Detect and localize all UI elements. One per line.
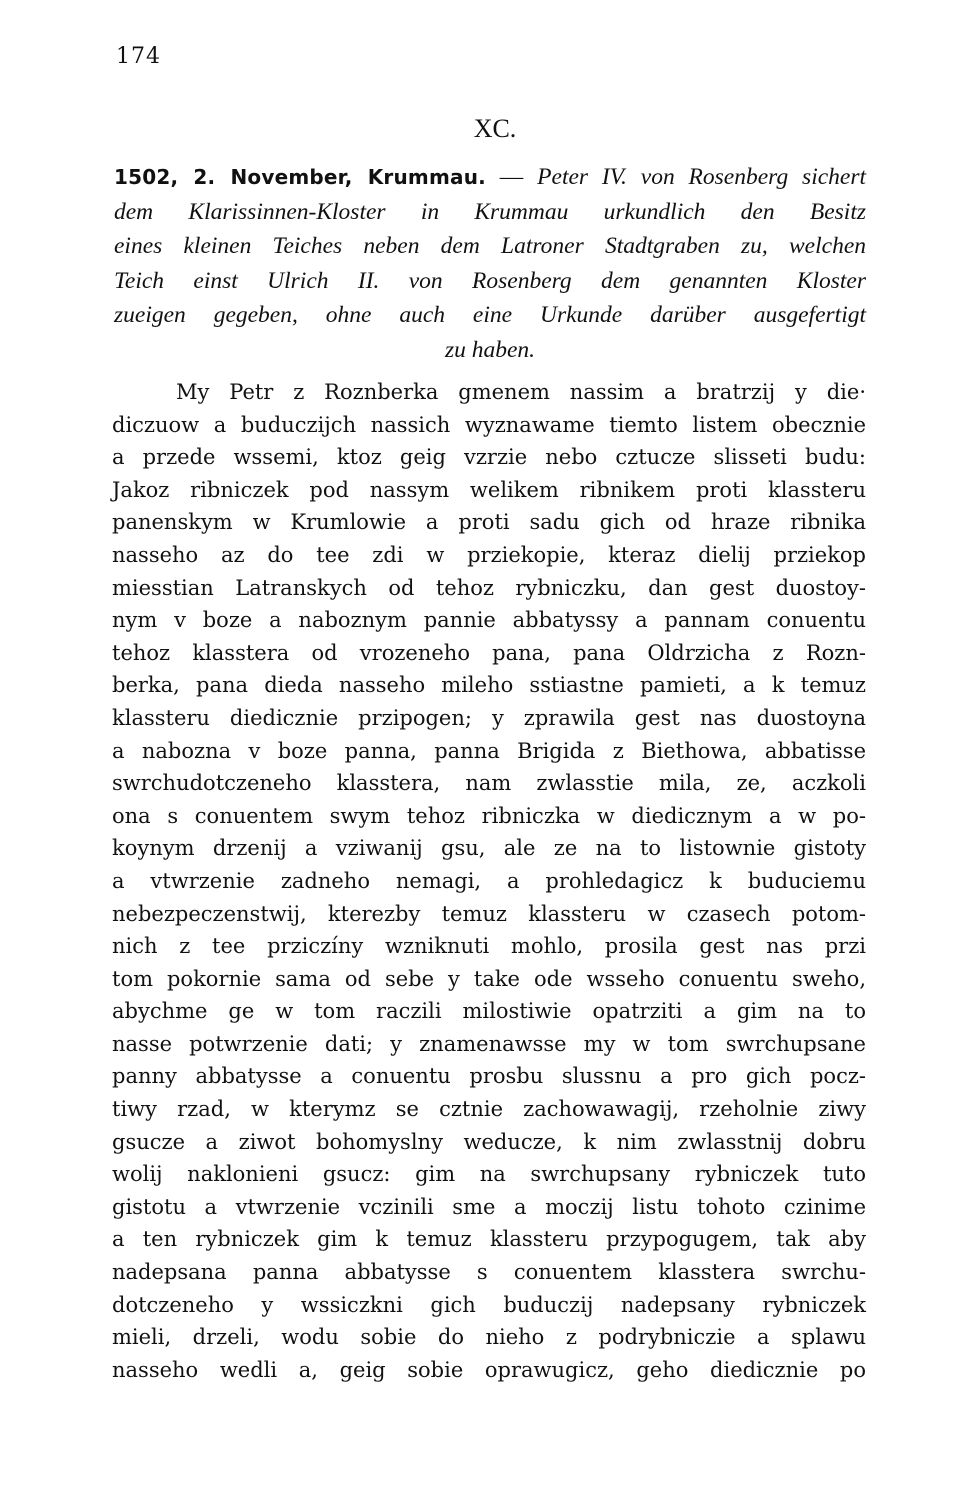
document-body	[112, 376, 866, 1386]
body-line: nasseho az do tee zdi w prziekopie, kteraz dielij prziekop	[112, 542, 866, 567]
body-line: nym v boze a naboznym pannie abbatyssy a pannam conuentu	[112, 608, 866, 633]
body-line: tom pokornie sama od sebe y take ode wsseho conuentu sweho,	[112, 966, 866, 991]
summary-line: dem Klarissinnen-Kloster in Krummau urkundlich den Besitz	[114, 198, 866, 225]
body-line: miesstian Latranskych od tehoz rybniczku, dan gest duostoy-	[112, 575, 866, 600]
body-line: gsucze a ziwot bohomyslny weducze, k nim zwlasstnij dobru	[112, 1129, 866, 1154]
document-number: XC.	[473, 114, 517, 143]
header-first-line	[114, 160, 866, 195]
summary-first: Peter IV. von Rosenberg sichert	[537, 164, 867, 190]
summary-line: zueigen gegeben, ohne auch eine Urkunde darüber ausgefertigt	[114, 302, 866, 328]
body-line: panenskym w Krumlowie a proti sadu gich od hraze ribnika	[112, 510, 866, 535]
body-line: dotczeneho y wssiczkni gich buduczij nadepsany rybniczek	[112, 1292, 866, 1317]
body-line: swrchudotczeneho klasstera, nam zwlasstie mila, ze, aczkoli	[112, 771, 866, 796]
document-header	[114, 160, 866, 367]
body-line: berka, pana dieda nasseho mileho sstiastne pamieti, a k temuz	[112, 673, 866, 698]
body-line: nadepsana panna abbatysse s conuentem klasstera swrchu-	[112, 1260, 866, 1285]
body-line: koynym drzenij a vziwanij gsu, ale ze na to listownie gistoty	[112, 836, 866, 861]
body-line: abychme ge w tom raczili milostiwie opatrziti a gim na to	[112, 999, 866, 1024]
body-line: My Petr z Roznberka gmenem nassim a bratrzij y die·	[176, 380, 866, 404]
body-line: a przede wssemi, ktoz geig vzrzie nebo cztucze slisseti budu:	[112, 445, 866, 470]
body-line: ona s conuentem swym tehoz ribniczka w diedicznym a w po-	[112, 803, 866, 828]
summary-line: Teich einst Ulrich II. von Rosenberg dem genannten Kloster	[114, 267, 866, 294]
body-line: wolij naklonieni gsucz: gim na swrchupsany rybniczek tuto	[112, 1162, 866, 1187]
body-line: klassteru diedicznie przipogen; y zprawila gest nas duostoyna	[112, 705, 866, 730]
body-line: Jakoz ribniczek pod nassym welikem ribnikem proti klassteru	[112, 477, 866, 502]
body-line: tehoz klasstera od vrozeneho pana, pana Oldrzicha z Rozn-	[112, 640, 866, 665]
body-line: gistotu a vtwrzenie vczinili sme a moczij listu tohoto czinime	[112, 1194, 866, 1219]
body-line: nich z tee prziczíny wzniknuti mohlo, prosila gest nas przi	[112, 934, 866, 959]
body-line: a ten rybniczek gim k temuz klassteru przypogugem, tak aby	[112, 1227, 866, 1252]
summary-line: eines kleinen Teiches neben dem Latroner Stadtgraben zu, welchen	[114, 233, 866, 259]
body-line: panny abbatysse a conuentu prosbu slussnu a pro gich pocz-	[112, 1064, 866, 1089]
body-line: a nabozna v boze panna, panna Brigida z Biethowa, abbatisse	[112, 738, 866, 763]
body-line: nasseho wedli a, geig sobie oprawugicz, geho diedicznie po	[112, 1357, 866, 1382]
summary-line: zu haben.	[444, 336, 536, 363]
page-number: 174	[116, 44, 161, 69]
body-line: nebezpeczenstwij, kterezby temuz klassteru w czasech potom-	[112, 901, 866, 926]
header-dash: —	[499, 164, 524, 190]
body-line: a vtwrzenie zadneho nemagi, a prohledagicz k buduciemu	[112, 868, 866, 893]
body-line: nasse potwrzenie dati; y znamenawsse my w tom swrchupsane	[112, 1031, 866, 1056]
body-line: tiwy rzad, w kterymz se cztnie zachowawagij, rzeholnie ziwy	[112, 1097, 866, 1122]
body-line: mieli, drzeli, wodu sobie do nieho z podrybniczie a splawu	[112, 1325, 866, 1350]
body-line: diczuow a buduczijch nassich wyznawame tiemto listem obecznie	[112, 412, 866, 437]
date-place: 1502, 2. November, Krummau.	[114, 165, 486, 189]
